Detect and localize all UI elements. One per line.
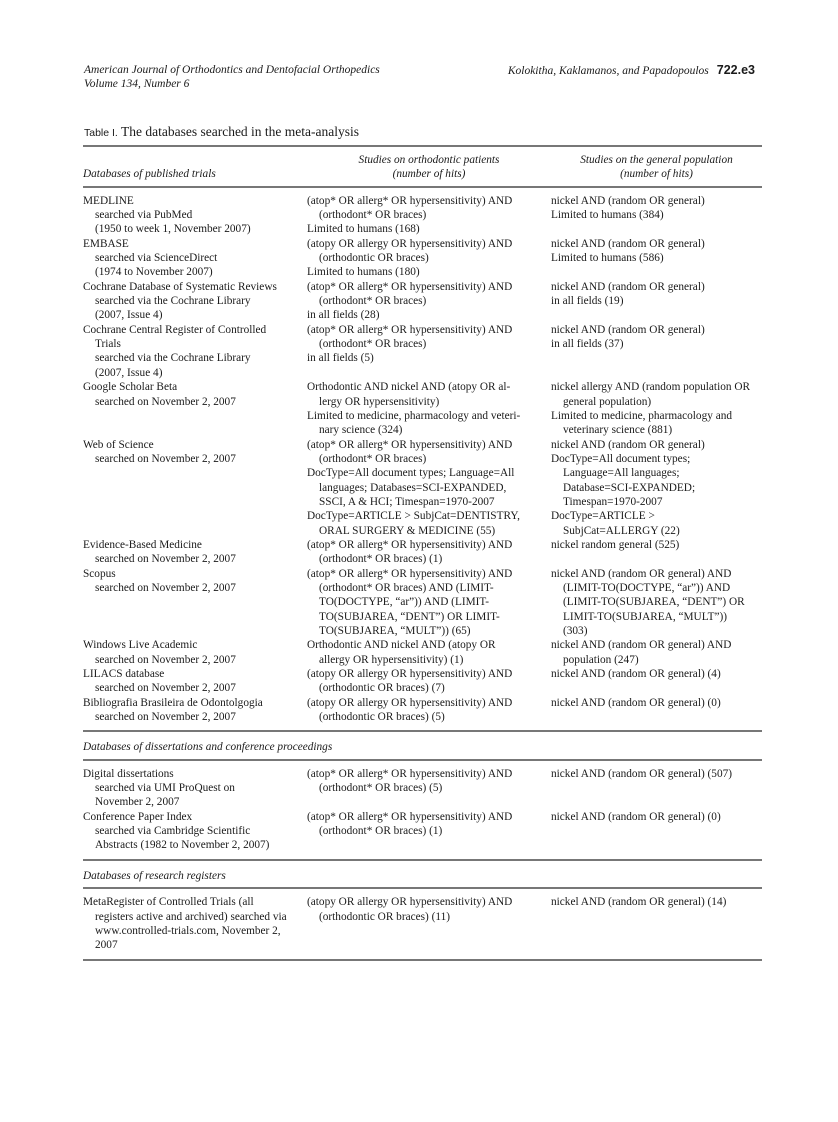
table-title: The databases searched in the meta-analysis [121,124,360,139]
cell-paragraph [551,323,762,337]
cell-line: languages; Databases=SCI-EXPANDED, [319,481,507,494]
table-cell-c3 [551,237,762,280]
table-cell-c1 [83,380,307,437]
cell-line: nickel AND (random OR general) (0) [551,696,721,709]
cell-line: (orthodont* OR braces) [319,295,427,308]
header-line: (number of hits) [392,168,466,181]
cell-line: DocType=All document types; [551,452,691,465]
cell-paragraph [307,696,551,725]
table-cell-c1 [83,667,307,696]
cell-line: (orthodontic OR braces) (11) [319,910,451,923]
cell-line: searched via UMI ProQuest on [95,782,235,795]
table-cell-c3 [551,767,762,810]
cell-line: Database=SCI-EXPANDED; [563,481,696,494]
cell-paragraph [83,323,307,380]
table-label: Table I. [84,127,118,139]
cell-line: (orthodont* OR braces) [319,209,427,222]
cell-paragraph [83,667,307,696]
running-head-right [508,63,755,78]
cell-paragraph [83,194,307,237]
cell-line: Limited to humans (384) [551,209,664,222]
cell-line: LIMIT-TO(SUBJAREA, “MULT”)) [563,610,728,623]
cell-paragraph [307,466,551,509]
cell-line: Google Scholar Beta [83,381,178,394]
cell-paragraph [307,351,551,365]
cell-paragraph [551,337,762,351]
table-cell-c3 [551,667,762,696]
table-cell-c2 [307,323,551,380]
table-cell-c1 [83,696,307,725]
cell-line: searched on November 2, 2007 [95,395,236,408]
cell-line: (2007, Issue 4) [95,309,163,322]
table-row [83,696,762,725]
cell-line: registers active and archived) searched via [95,910,287,923]
cell-line: nickel random general (525) [551,538,680,551]
cell-line: Language=All languages; [563,467,680,480]
header-line: Studies on orthodontic patients [358,154,500,166]
column-header-databases [83,153,307,182]
cell-paragraph [307,895,551,924]
cell-paragraph [307,308,551,322]
cell-paragraph [83,380,307,409]
cell-line: in all fields (28) [307,309,380,322]
cell-line: population (247) [563,653,639,666]
cell-line: Timespan=1970-2007 [563,495,663,508]
cell-line: Limited to medicine, pharmacology and veteri- [307,409,521,422]
cell-line: (orthodont* OR braces) [319,452,427,465]
cell-line: Limited to humans (586) [551,252,664,265]
cell-line: TO(DOCTYPE, “ar”)) AND (LIMIT- [319,596,490,609]
cell-paragraph [307,237,551,266]
cell-paragraph [551,696,762,710]
table-cell-c1 [83,323,307,380]
cell-line: (LIMIT-TO(SUBJAREA, “DENT”) OR [563,596,745,609]
table-cell-c1 [83,538,307,567]
cell-line: SubjCat=ALLERGY (22) [563,524,680,537]
cell-line: (orthodont* OR braces) AND (LIMIT- [319,581,494,594]
cell-line: (orthodontic OR braces) (7) [319,682,445,695]
cell-line: searched on November 2, 2007 [95,653,236,666]
cell-line: nickel allergy AND (random population OR [551,381,751,394]
table-cell-c2 [307,280,551,323]
table-cell-c3 [551,810,762,853]
cell-line: searched via Cambridge Scientific [95,825,251,838]
column-header-orthodontic [307,153,551,182]
cell-paragraph [307,409,551,438]
table-cell-c3 [551,380,762,437]
cell-line: nickel AND (random OR general) [551,280,705,293]
cell-line: (2007, Issue 4) [95,366,163,379]
cell-line: in all fields (37) [551,338,624,351]
authors: Kolokitha, Kaklamanos, and Papadopoulos [507,65,709,77]
cell-paragraph [307,509,551,538]
cell-line: Trials [95,338,121,351]
cell-paragraph [551,251,762,265]
table-row [83,638,762,667]
table-cell-c3 [551,895,762,952]
table-cell-c2 [307,538,551,567]
running-head-left [84,63,380,91]
table-row [83,767,762,810]
cell-line: nickel AND (random OR general) AND [551,639,732,652]
cell-line: Cochrane Central Register of Controlled [83,323,267,336]
cell-line: TO(SUBJAREA, “MULT”)) (65) [319,625,471,637]
journal-volume: Volume 134, Number 6 [84,78,190,90]
table-cell-c2 [307,696,551,725]
cell-paragraph [83,538,307,567]
section-title: Databases of dissertations and conference proceedings [83,741,333,754]
table-cell-c1 [83,567,307,639]
cell-paragraph [307,323,551,352]
cell-paragraph [307,265,551,279]
cell-paragraph [83,696,307,725]
cell-line: nickel AND (random OR general) [551,438,705,451]
cell-line: in all fields (19) [551,295,624,308]
cell-paragraph [307,767,551,796]
section-body [83,188,762,731]
table-row [83,667,762,696]
cell-line: general population) [563,395,652,408]
cell-line: Conference Paper Index [83,810,193,823]
cell-paragraph [551,294,762,308]
cell-paragraph [83,810,307,853]
cell-line: (atop* OR allerg* OR hypersensitivity) AND [307,438,513,451]
cell-line: searched on November 2, 2007 [95,711,236,724]
table-cell-c2 [307,667,551,696]
cell-line: nickel AND (random OR general) (4) [551,668,721,681]
section-body [83,889,762,958]
cell-line: (orthodont* OR braces) (1) [319,553,443,566]
table-cell-c1 [83,638,307,667]
table-cell-c3 [551,638,762,667]
table-bottom-rule [83,959,762,961]
table-cell-c3 [551,194,762,237]
table-cell-c1 [83,194,307,237]
cell-line: Scopus [83,567,116,580]
cell-line: (303) [563,625,588,637]
table-body [83,186,762,961]
table-cell-c1 [83,280,307,323]
cell-paragraph [307,567,551,639]
cell-line: (atop* OR allerg* OR hypersensitivity) AND [307,810,513,823]
cell-paragraph [551,509,762,538]
table-cell-c2 [307,767,551,810]
column-header-general [551,153,762,182]
cell-paragraph [551,380,762,409]
cell-line: (atop* OR allerg* OR hypersensitivity) AND [307,767,513,780]
table-row [83,280,762,323]
table-cell-c1 [83,810,307,853]
cell-paragraph [551,667,762,681]
cell-line: nickel AND (random OR general) AND [551,567,732,580]
cell-line: (orthodont* OR braces) (1) [319,825,443,838]
cell-paragraph [307,438,551,467]
cell-paragraph [551,810,762,824]
cell-line: DocType=ARTICLE > SubjCat=DENTISTRY, [307,510,520,523]
cell-line: Cochrane Database of Systematic Reviews [83,280,277,293]
cell-paragraph [83,438,307,467]
header-line: Studies on the general population [580,154,733,166]
cell-line: DocType=ARTICLE > [551,510,655,523]
table-cell-c3 [551,438,762,538]
section-title: Databases of research registers [83,869,226,882]
cell-paragraph [551,438,762,452]
journal-title: American Journal of Orthodontics and Dentofacial Orthopedics [84,64,380,76]
cell-paragraph [83,567,307,596]
cell-paragraph [551,538,762,552]
databases-table [83,145,762,961]
cell-line: nickel AND (random OR general) [551,237,705,250]
cell-line: DocType=All document types; Language=All [307,467,515,480]
cell-line: TO(SUBJAREA, “DENT”) OR LIMIT- [319,610,500,623]
page-number: 722.e3 [716,63,755,77]
cell-line: in all fields (5) [307,352,374,365]
table-cell-c3 [551,323,762,380]
table-cell-c2 [307,237,551,280]
table-cell-c2 [307,380,551,437]
cell-line: MetaRegister of Controlled Trials (all [83,896,254,909]
table-cell-c2 [307,438,551,538]
cell-line: (atop* OR allerg* OR hypersensitivity) AND [307,280,513,293]
table-row [83,538,762,567]
cell-line: (atopy OR allergy OR hypersensitivity) AND [307,896,513,909]
cell-line: lergy OR hypersensitivity) [319,395,440,408]
cell-paragraph [307,810,551,839]
cell-paragraph [551,280,762,294]
table-header [83,147,762,186]
cell-line: searched on November 2, 2007 [95,581,236,594]
cell-line: (atopy OR allergy OR hypersensitivity) AND [307,668,513,681]
cell-line: (atop* OR allerg* OR hypersensitivity) AND [307,323,513,336]
table-cell-c1 [83,237,307,280]
table-cell-c3 [551,567,762,639]
cell-line: 2007 [95,939,118,952]
table-row [83,194,762,237]
cell-line: SSCI, A & HCI; Timespan=1970-2007 [319,495,495,508]
cell-paragraph [307,380,551,409]
cell-paragraph [551,767,762,781]
cell-line: www.controlled-trials.com, November 2, [95,924,281,937]
cell-line: Evidence-Based Medicine [83,538,202,551]
cell-paragraph [83,895,307,952]
table-row [83,810,762,853]
header-line: Databases of published trials [83,168,216,180]
cell-line: LILACS database [83,668,165,681]
cell-line: Abstracts (1982 to November 2, 2007) [95,839,270,852]
cell-line: searched via ScienceDirect [95,252,218,265]
cell-line: (atop* OR allerg* OR hypersensitivity) AND [307,538,513,551]
cell-paragraph [551,638,762,667]
table-row [83,380,762,437]
cell-line: nickel AND (random OR general) (14) [551,896,727,909]
cell-line: (1974 to November 2007) [95,266,213,279]
cell-paragraph [307,194,551,223]
table-cell-c2 [307,895,551,952]
table-cell-c1 [83,895,307,952]
cell-line: (atopy OR allergy OR hypersensitivity) AND [307,696,513,709]
cell-paragraph [551,409,762,438]
cell-line: nary science (324) [319,424,403,437]
cell-paragraph [307,538,551,567]
section-body [83,761,762,859]
table-cell-c3 [551,538,762,567]
cell-line: nickel AND (random OR general) (507) [551,767,733,780]
table-cell-c2 [307,638,551,667]
table-cell-c1 [83,438,307,538]
cell-line: (LIMIT-TO(DOCTYPE, “ar”)) AND [563,581,731,594]
cell-paragraph [83,767,307,810]
cell-paragraph [83,638,307,667]
cell-paragraph [551,194,762,208]
cell-line: searched via PubMed [95,209,193,222]
cell-line: MEDLINE [83,194,134,207]
cell-line: veterinary science (881) [563,424,673,437]
cell-line: EMBASE [83,237,129,250]
cell-line: Limited to humans (180) [307,266,420,279]
table-cell-c3 [551,696,762,725]
cell-line: (orthodont* OR braces) (5) [319,782,443,795]
cell-line: searched on November 2, 2007 [95,553,236,566]
table-cell-c3 [551,280,762,323]
cell-paragraph [551,567,762,639]
cell-line: nickel AND (random OR general) [551,323,705,336]
table-row [83,567,762,639]
cell-paragraph [307,222,551,236]
cell-paragraph [551,895,762,909]
table-cell-c2 [307,194,551,237]
cell-line: (atop* OR allerg* OR hypersensitivity) AND [307,194,513,207]
cell-line: searched via the Cochrane Library [95,295,251,308]
header-line: (number of hits) [620,168,693,181]
cell-line: Bibliografia Brasileira de Odontolgogia [83,696,263,709]
table-row [83,895,762,952]
cell-paragraph [83,237,307,280]
cell-paragraph [83,280,307,323]
cell-paragraph [551,208,762,222]
cell-line: Orthodontic AND nickel AND (atopy OR [307,639,496,652]
cell-line: Windows Live Academic [83,639,198,652]
cell-line: ORAL SURGERY & MEDICINE (55) [319,524,496,537]
cell-line: searched on November 2, 2007 [95,682,236,695]
cell-line: (1950 to week 1, November 2007) [95,223,251,236]
cell-line: November 2, 2007 [95,796,180,809]
cell-line: Limited to humans (168) [307,223,420,236]
cell-line: (orthodontic OR braces) (5) [319,711,445,724]
table-row [83,323,762,380]
table-cell-c1 [83,767,307,810]
cell-paragraph [551,452,762,509]
table-cell-c2 [307,810,551,853]
cell-line: searched via the Cochrane Library [95,352,251,365]
cell-paragraph [551,237,762,251]
cell-line: Web of Science [83,438,154,451]
cell-line: (atop* OR allerg* OR hypersensitivity) AND [307,567,513,580]
cell-line: nickel AND (random OR general) (0) [551,810,721,823]
cell-line: nickel AND (random OR general) [551,194,705,207]
cell-paragraph [307,638,551,667]
cell-line: Orthodontic AND nickel AND (atopy OR al- [307,381,511,394]
cell-line: allergy OR hypersensitivity) (1) [319,653,464,666]
table-row [83,237,762,280]
cell-line: (orthodontic OR braces) [319,252,429,265]
cell-line: (atopy OR allergy OR hypersensitivity) AND [307,237,513,250]
table-row [83,438,762,538]
cell-paragraph [307,667,551,696]
cell-paragraph [307,280,551,309]
cell-line: Limited to medicine, pharmacology and [551,409,733,422]
table-caption [84,124,359,140]
cell-line: (orthodont* OR braces) [319,338,427,351]
cell-line: Digital dissertations [83,767,174,780]
table-cell-c2 [307,567,551,639]
cell-line: searched on November 2, 2007 [95,452,236,465]
